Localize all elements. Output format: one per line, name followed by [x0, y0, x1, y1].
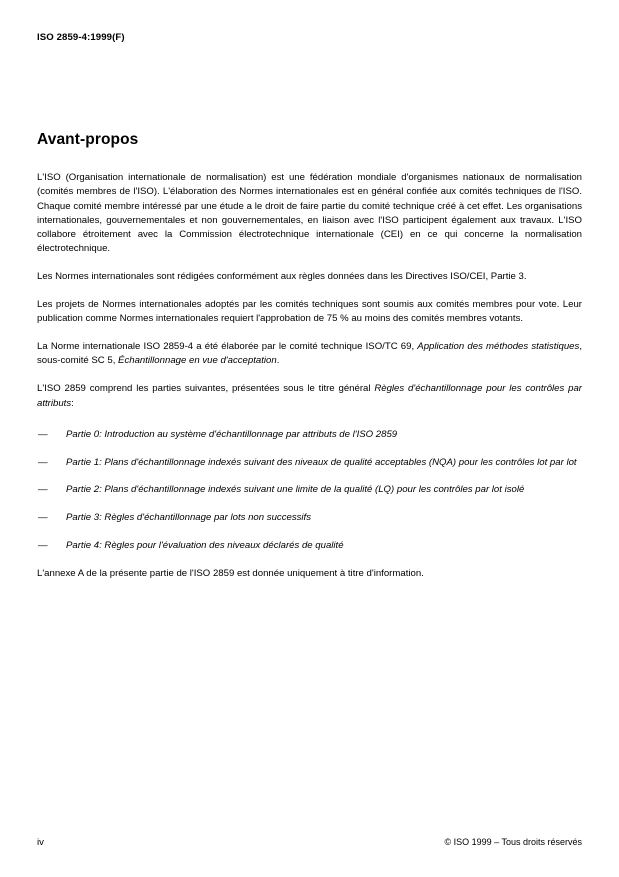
page-number: iv [37, 837, 44, 848]
em-dash-bullet-icon: — [38, 512, 48, 524]
list-item-label: Partie 1: Plans d'échantillonnage indexés suivant des niveaux de qualité acceptables (NQA) pour les contrôles lot par lot [66, 456, 577, 468]
list-item-label: Partie 4: Règles pour l'évaluation des niveaux déclarés de qualité [66, 540, 344, 552]
em-dash-bullet-icon: — [38, 428, 48, 440]
list-item [37, 539, 582, 553]
list-item-label: Partie 2: Plans d'échantillonnage indexés suivant une limite de la qualité (LQ) pour les contrôles par lot isolé [66, 484, 525, 496]
em-dash-bullet-icon: — [38, 456, 48, 468]
paragraph-voting: Les projets de Normes internationales adoptés par les comités techniques sont soumis aux comités membres pour vote. Leur publication comme Normes internationales requiert l'approbation de 75 % au moins des comités membres votants. [37, 299, 582, 325]
list-item-label: Partie 0: Introduction au système d'échantillonnage par attributs de l'ISO 2859 [66, 428, 398, 440]
list-item-label: Partie 3: Règles d'échantillonnage par lots non successifs [66, 512, 312, 524]
subcommittee-name-sc5: Échantillonnage en vue d'acceptation [118, 355, 277, 367]
page-footer [37, 837, 582, 851]
parts-list [37, 428, 582, 553]
paragraph-parts-intro [37, 382, 582, 411]
parts-intro-lead: L'ISO 2859 comprend les parties suivantes, présentées sous le titre général [37, 383, 375, 395]
paragraph-drafting-rules: Les Normes internationales sont rédigées conformément aux règles données dans les Directives ISO/CEI, Partie 3. [37, 271, 527, 283]
copyright-notice: © ISO 1999 – Tous droits réservés [444, 837, 582, 847]
committee-origin-mid: , sous-comité SC 5, [37, 341, 582, 367]
list-item [37, 456, 582, 470]
parts-intro-end: : [71, 397, 74, 409]
running-head: ISO 2859-4:1999(F) [37, 32, 125, 43]
list-item [37, 483, 582, 497]
committee-origin-end: . [276, 355, 280, 367]
page-title: Avant-propos [37, 131, 139, 148]
list-item [37, 428, 582, 442]
em-dash-bullet-icon: — [38, 484, 48, 496]
general-title: Règles d'échantillonnage pour les contrôles par attributs [37, 383, 582, 409]
paragraph-annex-note: L'annexe A de la présente partie de l'ISO 2859 est donnée uniquement à titre d'information. [37, 567, 424, 579]
paragraph-committee-origin [37, 340, 582, 369]
committee-name-tc69: Application des méthodes statistiques [417, 341, 580, 353]
em-dash-bullet-icon: — [38, 540, 48, 552]
committee-origin-lead: La Norme internationale ISO 2859-4 a été élaborée par le comité technique ISO/TC 69, [37, 341, 418, 353]
paragraph-foreword-intro: L'ISO (Organisation internationale de normalisation) est une fédération mondiale d'organismes nationaux de normalisation (comités membres de l'ISO). L'élaboration des Normes internationales est en général confiée aux comités techniques de l'ISO. Chaque comité membre intéressé par une étude a le droit de faire partie du comité technique créé à cet effet. Les organisations internationales, gouvernementales et non gouvernementales, en liaison avec l'ISO participent également aux travaux. L'ISO collabore étroitement avec la Commission électrotechnique internationale (CEI) en ce qui concerne la normalisation électrotechnique. [37, 172, 582, 255]
page-content [37, 131, 582, 581]
list-item [37, 511, 582, 525]
